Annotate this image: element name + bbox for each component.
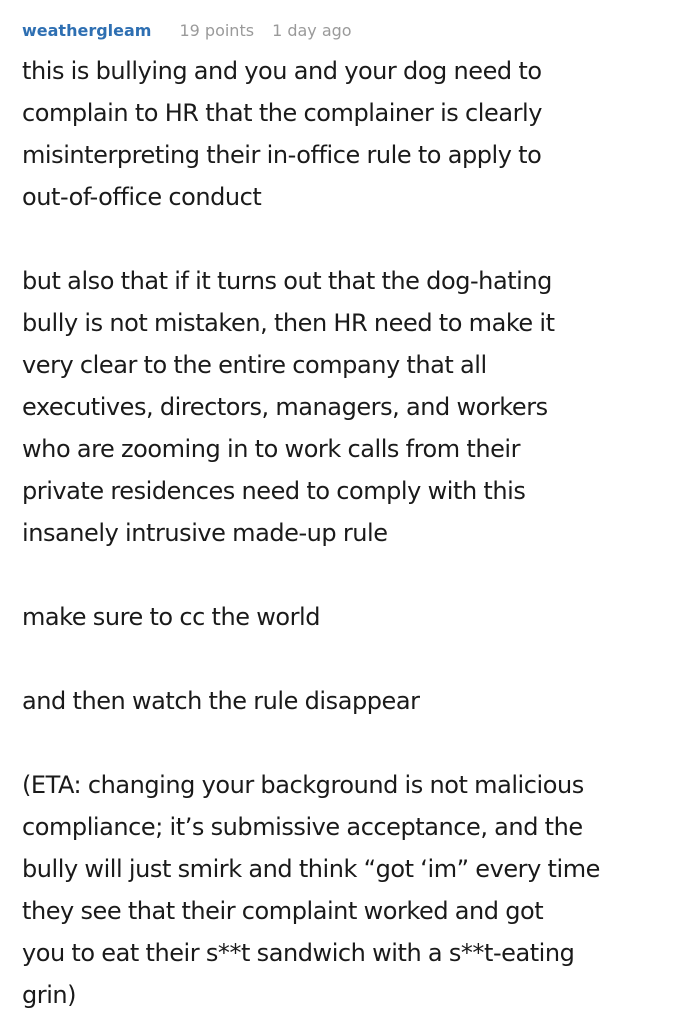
text-line: complain to HR that the complainer is clearly xyxy=(22,99,542,127)
text-line: you to eat their s**t sandwich with a s**t-eating xyxy=(22,939,575,967)
comment-paragraph xyxy=(22,50,692,218)
text-line: and then watch the rule disappear xyxy=(22,687,420,715)
comment-paragraph xyxy=(22,596,692,638)
points-count: 19 points xyxy=(179,21,255,40)
text-line: make sure to cc the world xyxy=(22,603,321,631)
comment-paragraph xyxy=(22,764,692,1016)
text-line: insanely intrusive made-up rule xyxy=(22,519,388,547)
text-line: very clear to the entire company that all xyxy=(22,351,487,379)
text-line: they see that their complaint worked and got xyxy=(22,897,544,925)
text-line: this is bullying and you and your dog need to xyxy=(22,57,542,85)
text-line: who are zooming in to work calls from their xyxy=(22,435,521,463)
text-line: compliance; it’s submissive acceptance, and the xyxy=(22,813,583,841)
username-link[interactable]: weathergleam xyxy=(22,21,152,40)
text-line: bully will just smirk and think “got ‘im” every time xyxy=(22,855,600,883)
comment-timestamp: 1 day ago xyxy=(272,21,352,40)
text-line: misinterpreting their in-office rule to apply to xyxy=(22,141,542,169)
comment-paragraph xyxy=(22,680,692,722)
text-line: private residences need to comply with this xyxy=(22,477,526,505)
text-line: but also that if it turns out that the dog-hating xyxy=(22,267,552,295)
comment xyxy=(22,0,692,1016)
text-line: (ETA: changing your background is not malicious xyxy=(22,771,584,799)
text-line: out-of-office conduct xyxy=(22,183,262,211)
text-line: bully is not mistaken, then HR need to make it xyxy=(22,309,555,337)
text-line: grin) xyxy=(22,981,77,1009)
text-line: executives, directors, managers, and workers xyxy=(22,393,548,421)
comment-paragraph xyxy=(22,260,692,554)
comment-body xyxy=(22,50,692,1016)
comment-header xyxy=(22,16,692,46)
